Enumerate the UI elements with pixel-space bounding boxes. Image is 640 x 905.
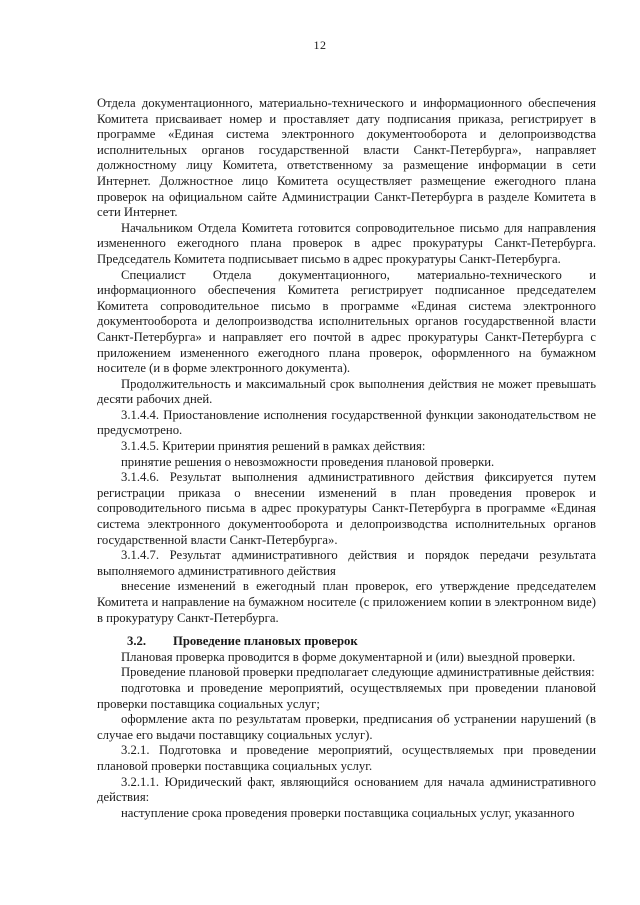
paragraph: 3.1.4.4. Приостановление исполнения государственной функции законодательством не предусмотрено. <box>97 407 596 438</box>
paragraph: наступление срока проведения проверки поставщика социальных услуг, указанного <box>121 805 575 820</box>
section-title: Проведение плановых проверок <box>173 634 358 649</box>
paragraph: 3.1.4.5. Критерии принятия решений в рамках действия: <box>121 439 426 454</box>
paragraph: принятие решения о невозможности проведения плановой проверки. <box>121 454 495 469</box>
paragraph: Отдела документационного, материально-технического и информационного обеспечения Комитета присваивает номер и проставляет дату подписания приказа, регистрирует в программе «Единая система электронного документооборота и делопроизводства исполнительных органов государственной власти Санкт-Петербурга», направляет должностному лицу Комитета, ответственному за размещение информации в сети Интернет. Должностное лицо Комитета осуществляет размещение ежегодного плана проверок на официальном сайте Администрации Санкт-Петербурга в разделе Комитета в сети Интернет. <box>97 96 596 220</box>
paragraph: Проведение плановой проверки предполагает следующие административные действия: <box>121 665 595 680</box>
paragraph: 3.1.4.7. Результат административного действия и порядок передачи результата выполняемого административного действия <box>97 548 596 578</box>
paragraph: Плановая проверка проводится в форме документарной и (или) выездной проверки. <box>121 649 576 664</box>
paragraph: Начальником Отдела Комитета готовится сопроводительное письмо для направления измененного ежегодного плана проверок в адрес прокуратуры Санкт-Петербурга. Председатель Комитета подписывает письмо в адрес прокуратуры Санкт-Петербурга. <box>97 220 596 266</box>
paragraph: 3.2.1.1. Юридический факт, являющийся основанием для начала административного действия: <box>97 774 596 805</box>
document-body <box>97 96 596 821</box>
paragraph: внесение изменений в ежегодный план проверок, его утверждение председателем Комитета и направление на бумажном носителе (с приложением копии в электронном виде) в прокуратуру Санкт-Петербурга. <box>97 579 596 625</box>
paragraph: Продолжительность и максимальный срок выполнения действия не может превышать десяти рабочих дней. <box>97 376 596 407</box>
paragraph: оформление акта по результатам проверки, предписания об устранении нарушений (в случае его выдачи поставщику социальных услуг). <box>97 712 596 742</box>
paragraph: подготовка и проведение мероприятий, осуществляемых при проведении плановой проверки поставщика социальных услуг; <box>97 680 596 711</box>
section-number: 3.2. <box>127 634 147 649</box>
paragraph: 3.1.4.6. Результат выполнения административного действия фиксируется путем регистрации приказа о внесении изменений в план проведения проверок и сопроводительного письма в адрес прокуратуры Санкт-Петербурга в программе «Единая система электронного документооборота и делопроизводства исполнительных органов государственной власти Санкт-Петербурга». <box>97 470 596 547</box>
paragraph: Специалист Отдела документационного, материально-технического и информационного обеспечения Комитета регистрирует подписанное председателем Комитета сопроводительное письмо в программе «Единая система электронного документооборота и делопроизводства исполнительных органов государственной власти Санкт-Петербурга» и направляет его почтой в адрес прокуратуры Санкт-Петербурга с приложением измененного ежегодного плана проверок, оформленного на бумажном носителе (и в форме электронного документа). <box>97 267 596 376</box>
section-heading <box>97 634 596 650</box>
page-number: 12 <box>313 38 327 52</box>
paragraph: 3.2.1. Подготовка и проведение мероприятий, осуществляемых при проведении плановой проверки поставщика социальных услуг. <box>97 743 596 773</box>
